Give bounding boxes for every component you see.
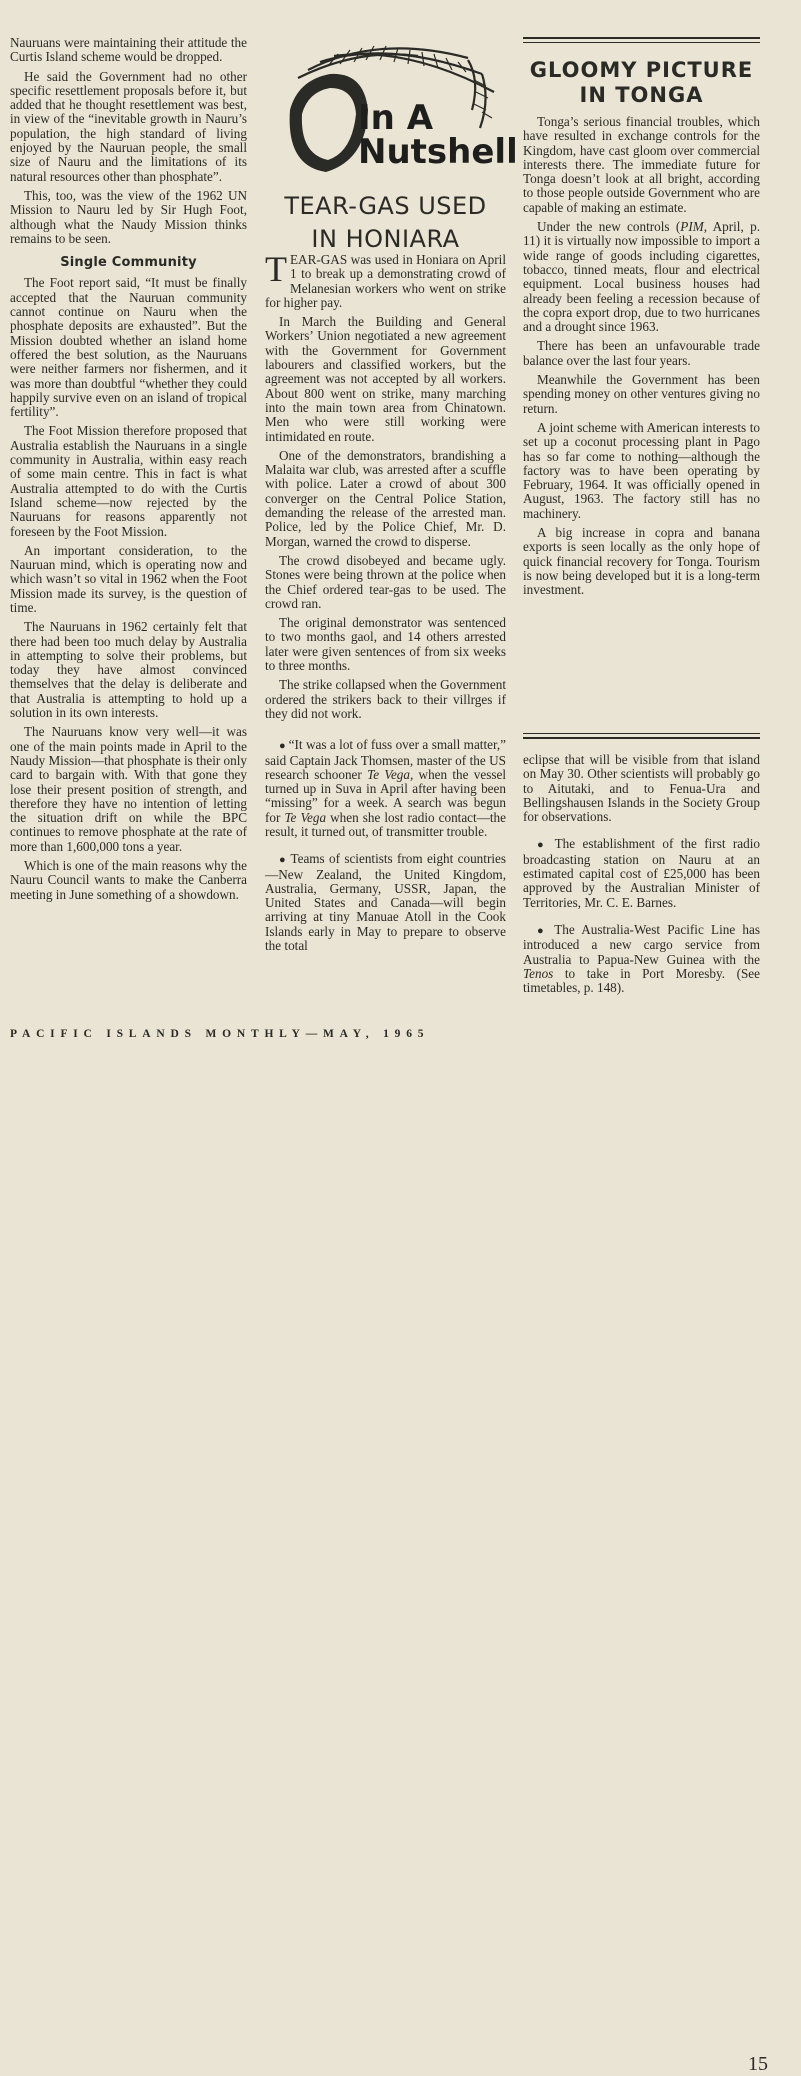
paragraph: The Foot report said, “It must be finally accepted that the Nauruan community cannot continue on Nauru when the phosphate deposits are exhausted”. But the Mission doubted whether an island home offered the best solution, as the Nauruans were neither farmers nor fishermen, and it was more than doubtful “whether they could happily survive even on an island of tropical fertility”. (10, 275, 247, 420)
paragraph: Nauruans were maintaining their attitude the Curtis Island scheme would be dropped. (10, 35, 247, 65)
headline-line: IN HONIARA (311, 225, 460, 253)
divider (523, 37, 760, 39)
news-brief: ● The establishment of the first radio broadcasting station on Nauru at an estimated capital cost of £25,000 has been approved by the Australian Minister of Territories, Mr. C. E. Barnes. (523, 837, 760, 909)
subheading: Single Community (60, 255, 197, 271)
logo-line-nutshell: Nutshell (358, 132, 518, 172)
news-brief: ● “It was a lot of fuss over a small matter,” said Captain Jack Thomsen, master of the US research schooner Te Vega, when the vessel turned up in Suva in April after having been “missing” for a week. A search was begun for Te Vega when she lost radio contact—the result, it turned out, of transmitter trouble. (265, 738, 506, 839)
drop-cap: T (265, 249, 287, 289)
logo-line-in-a: In A (358, 98, 434, 138)
paragraph: One of the demonstrators, brandishing a Malaita war club, was arrested after a scuffle with police. Later a crowd of about 300 converger on the Central Police Station, demanding the release of the arrested man. Police, led by the Police Chief, Mr. D. Morgan, warned the crowd to disperse. (265, 447, 506, 549)
article-honiara-column (265, 249, 507, 958)
running-footer: PACIFIC ISLANDS MONTHLY—MAY, 1965 (10, 1028, 430, 1040)
headline-line: IN TONGA (579, 83, 704, 107)
article-tonga-column (523, 115, 760, 603)
headline-tear-gas (265, 190, 506, 256)
paragraph: There has been an unfavourable trade balance over the last four years. (523, 338, 760, 368)
paragraph: The crowd disobeyed and became ugly. Stones were being thrown at the police when the Chief ordered tear-gas to be used. The crowd ran. (265, 552, 506, 611)
paragraph: The original demonstrator was sentenced to two months gaol, and 14 others arrested later were given sentences of from six weeks to three months. (265, 615, 506, 674)
paragraph: The strike collapsed when the Government ordered the strikers back to their villrges if they did not work. (265, 677, 506, 721)
paragraph: The Nauruans in 1962 certainly felt that there had been too much delay by Australia in attempting to solve their problems, but today they have almost convinced themselves that the delay is deliberate and that Australia is attempting to hold up a solution in its own interests. (10, 619, 247, 721)
page-number: 15 (748, 2053, 768, 2075)
paragraph: Under the new controls (PIM, April, p. 11) it is virtually now impossible to import a wide range of goods including cigarettes, tobacco, tinned meats, flour and electrical equipment. Local business houses had already been feeling a recession because of the copra export drop, due to two hurricanes and a drought since 1963. (523, 219, 760, 335)
paragraph: In March the Building and General Workers’ Union negotiated a new agreement with the Government for Government labourers and classified workers, but the agreement was not accepted by all workers. About 800 went on strike, many marching into the main town area from Chinatown. Men who were still working were intimidated en route. (265, 314, 506, 444)
page-footer (10, 1028, 768, 2075)
divider (523, 733, 760, 734)
headline-line: GLOOMY PICTURE (529, 58, 754, 82)
news-brief: ● Teams of scientists from eight countries—New Zealand, the United Kingdom, Australia, Germany, USSR, Japan, the United States and Canada—will begin arriving at tiny Manuae Atoll in the Cook Islands early in May to prepare to observe the total (265, 852, 506, 953)
paragraph: This, too, was the view of the 1962 UN Mission to Nauru led by Sir Hugh Foot, although what the Naudy Mission thinks remains to be seen. (10, 187, 247, 246)
lead-paragraph: TEAR-GAS was used in Honiara on April 1 to break up a demonstrating crowd of Melanesian workers who went on strike for higher pay. (265, 249, 506, 310)
paragraph: The Foot Mission therefore proposed that Australia establish the Nauruans in a single community in Australia, within easy reach of some main centre. This in fact is what Australia attempted to do with the Curtis Island scheme—now rejected by the Nauruans for reasons apparently not foreseen by the Foot Mission. (10, 423, 247, 539)
paragraph: Meanwhile the Government has been spending money on other ventures giving no return. (523, 372, 760, 416)
paragraph: eclipse that will be visible from that island on May 30. Other scientists will probably go to Aitutaki, and to Fenua-Ura and Bellingshausen Islands in the Society Group for observations. (523, 752, 760, 825)
news-briefs-column (523, 753, 760, 1000)
news-brief: ● The Australia-West Pacific Line has introduced a new cargo service from Australia to Papua-New Guinea with the Tenos to take in Port Moresby. (See timetables, p. 148). (523, 923, 760, 995)
divider (523, 737, 760, 739)
paragraph: Tonga’s serious financial troubles, which have resulted in exchange controls for the Kingdom, have cast gloom over commercial interests there. The immediate future for Tonga doesn’t look at all bright, according to those people outside Government who are capable of making an estimate. (523, 114, 760, 215)
headline-line: TEAR-GAS USED (284, 192, 487, 220)
paragraph: Which is one of the main reasons why the Nauru Council wants to make the Canberra meeting in June something of a showdown. (10, 858, 247, 902)
paragraph: The Nauruans know very well—it was one of the main points made in April to the Naudy Mission—that phosphate is their only card to bargain with. With that gone they lose their present position of strength, and therefore they have no intention of letting the situation drift on while the BPC continues to remove phosphate at the rate of more than 1,600,000 tons a year. (10, 724, 247, 854)
paragraph: A big increase in copra and banana exports is seen locally as the only hope of quick financial recovery for Tonga. Tourism is now being developed but it is a long-term investment. (523, 525, 760, 598)
article-nauru-column (10, 36, 247, 907)
paragraph: A joint scheme with American interests to set up a coconut processing plant in Pago has so far come to nothing—although the factory was to have been operating by February, 1964. It was officially opened in August, 1963. The factory still has no machinery. (523, 419, 760, 521)
headline-tonga (523, 58, 760, 108)
in-a-nutshell-logo (268, 40, 518, 180)
paragraph: An important consideration, to the Nauruan mind, which is operating now and which wasn’t so vital in 1962 when the Foot Mission made its survey, is the question of time. (10, 542, 247, 615)
paragraph: He said the Government had no other specific resettlement proposals before it, but added that he thought resettlement was best, in view of the “inevitable growth in Nauru’s population, the high standard of living enjoyed by the Nauruan people, the small size of Nauru and the limitations of its natural resources other than phosphate”. (10, 68, 247, 184)
divider (523, 42, 760, 43)
